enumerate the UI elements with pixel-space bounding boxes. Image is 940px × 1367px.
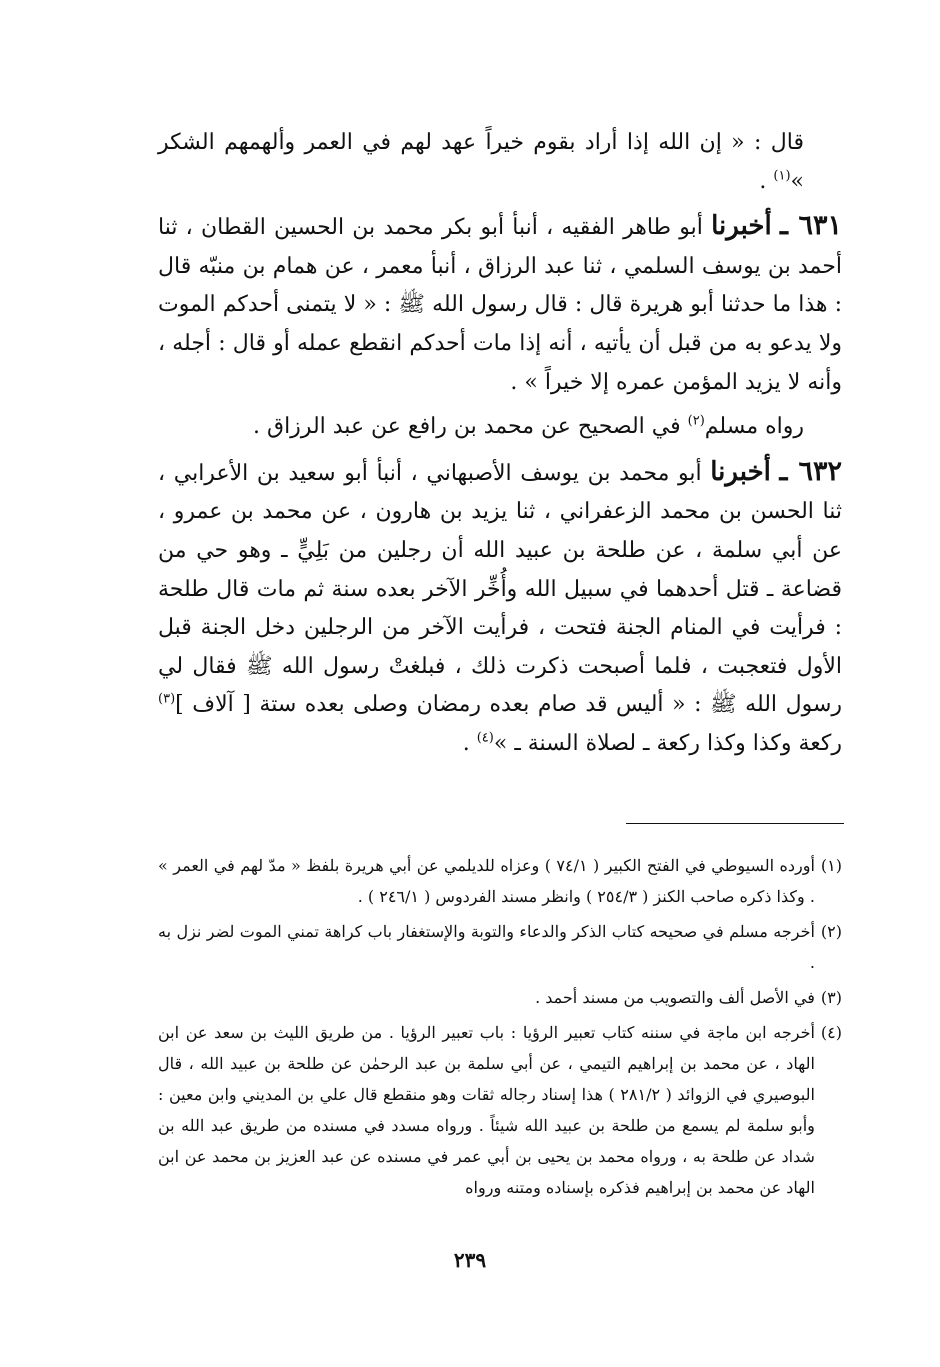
riwaya-after: في الصحيح عن محمد بن رافع عن عبد الرزاق .: [253, 414, 688, 440]
footnotes: [158, 850, 842, 1207]
footnote-separator: [626, 823, 844, 824]
footnote-ref-2[interactable]: (٢): [687, 413, 705, 429]
intro-line: قال : « إن الله إذا أراد بقوم خيراً عهد لهم في العمر وألهمهم الشكر »: [158, 130, 804, 194]
intro-end: .: [759, 168, 774, 194]
riwaya-before: رواه مسلم: [704, 414, 804, 440]
intro-paragraph: [158, 124, 842, 201]
hadith-632-text: أبو محمد بن يوسف الأصبهاني ، أنبأ أبو سعيد بن الأعرابي ، ثنا الحسن بن محمد الزعفراني ، ثنا يزيد بن هارون ، عن محمد بن عمرو ، عن أبي سلمة ، عن طلحة بن عبيد الله أن رجلين من بَلِيٍّ ـ وهو حي من قضاعة ـ قتل أحدهما في سبيل الله وأُخِّر الآخر بعده سنة ثم مات قال طلحة : فرأيت في المنام الجنة فتحت ، فرأيت الآخر من الرجلين دخل الجنة قبل الأول فتعجبت ، فلما أصبحت ذكرت ذلك ، فبلغتْ رسول الله ﷺ فقال لي رسول الله ﷺ : « أليس قد صام بعده رمضان وصلى بعده ستة [ آلاف ]: [158, 460, 842, 718]
footnote-number: (٢): [820, 922, 842, 941]
hadith-631: [158, 207, 842, 402]
footnote-4: [158, 1017, 842, 1203]
footnote-number: (١): [820, 856, 842, 875]
hadith-632-text-end: ركعة وكذا وكذا ركعة ـ لصلاة السنة ـ »: [493, 730, 842, 756]
hadith-632-lead: أخبرنا: [710, 456, 771, 487]
footnote-text: أورده السيوطي في الفتح الكبير ( ٧٤/١ ) وعزاه للديلمي عن أبي هريرة بلفظ « مدّ لهم في العمر » . وكذا ذكره صاحب الكنز ( ٢٥٤/٣ ) وانظر مسند الفردوس ( ٢٤٦/١ ) .: [158, 856, 815, 906]
footnote-ref-3[interactable]: (٣): [158, 691, 176, 707]
footnote-3: [158, 982, 842, 1013]
footnote-text: أخرجه مسلم في صحيحه كتاب الذكر والدعاء والتوبة والإستغفار باب كراهة تمني الموت لضر نزل به .: [158, 922, 815, 972]
hadith-631-lead: أخبرنا: [711, 211, 772, 242]
hadith-632-number: ٦٣٢ ـ: [779, 455, 843, 487]
hadith-631-number: ٦٣١ ـ: [779, 210, 842, 242]
hadith-631-text: أبو طاهر الفقيه ، أنبأ أبو بكر محمد بن الحسين القطان ، ثنا أحمد بن يوسف السلمي ، ثنا عبد الرزاق ، أنبأ معمر ، عن همام بن منبّه قال : هذا ما حدثنا أبو هريرة قال : قال رسول الله ﷺ : « لا يتمنى أحدكم الموت ولا يدعو به من قبل أن يأتيه ، أنه إذا مات أحدكم انقطع عمله أو قال : أجله ، وأنه لا يزيد المؤمن عمره إلا خيراً » .: [158, 215, 842, 395]
footnote-number: (٣): [820, 988, 842, 1007]
riwaya-paragraph: [158, 408, 842, 447]
footnote-text: في الأصل ألف والتصويب من مسند أحمد .: [535, 988, 815, 1007]
footnote-text: أخرجه ابن ماجة في سننه كتاب تعبير الرؤيا : باب تعبير الرؤيا . من طريق الليث بن سعد عن ابن الهاد ، عن محمد بن إبراهيم التيمي ، عن أبي سلمة بن عبد الرحمٰن عن طلحة بن عبيد الله ، قال البوصيري في الزوائد ( ٢٨١/٢ ) هذا إسناد رجاله ثقات وهو منقطع قال علي بن المديني وابن معين : وأبو سلمة لم يسمع من طلحة بن عبيد الله شيئاً . ورواه مسدد في مسنده من طريق عبد الله بن شداد عن طلحة به ، ورواه محمد بن يحيى بن أبي عمر في مسنده عن عبد العزيز بن محمد عن ابن الهاد عن محمد بن إبراهيم فذكره بإسناده ومتنه ورواه: [158, 1023, 815, 1197]
footnote-ref-1[interactable]: (١): [773, 168, 791, 184]
footnote-ref-4[interactable]: (٤): [476, 730, 494, 746]
footnote-2: [158, 916, 842, 978]
hadith-632-end: .: [462, 730, 477, 756]
footnote-number: (٤): [820, 1023, 842, 1042]
hadith-632: [158, 453, 842, 764]
main-text: [158, 124, 842, 764]
page-number: ٢٣٩: [453, 1248, 487, 1272]
footnote-1: [158, 850, 842, 912]
